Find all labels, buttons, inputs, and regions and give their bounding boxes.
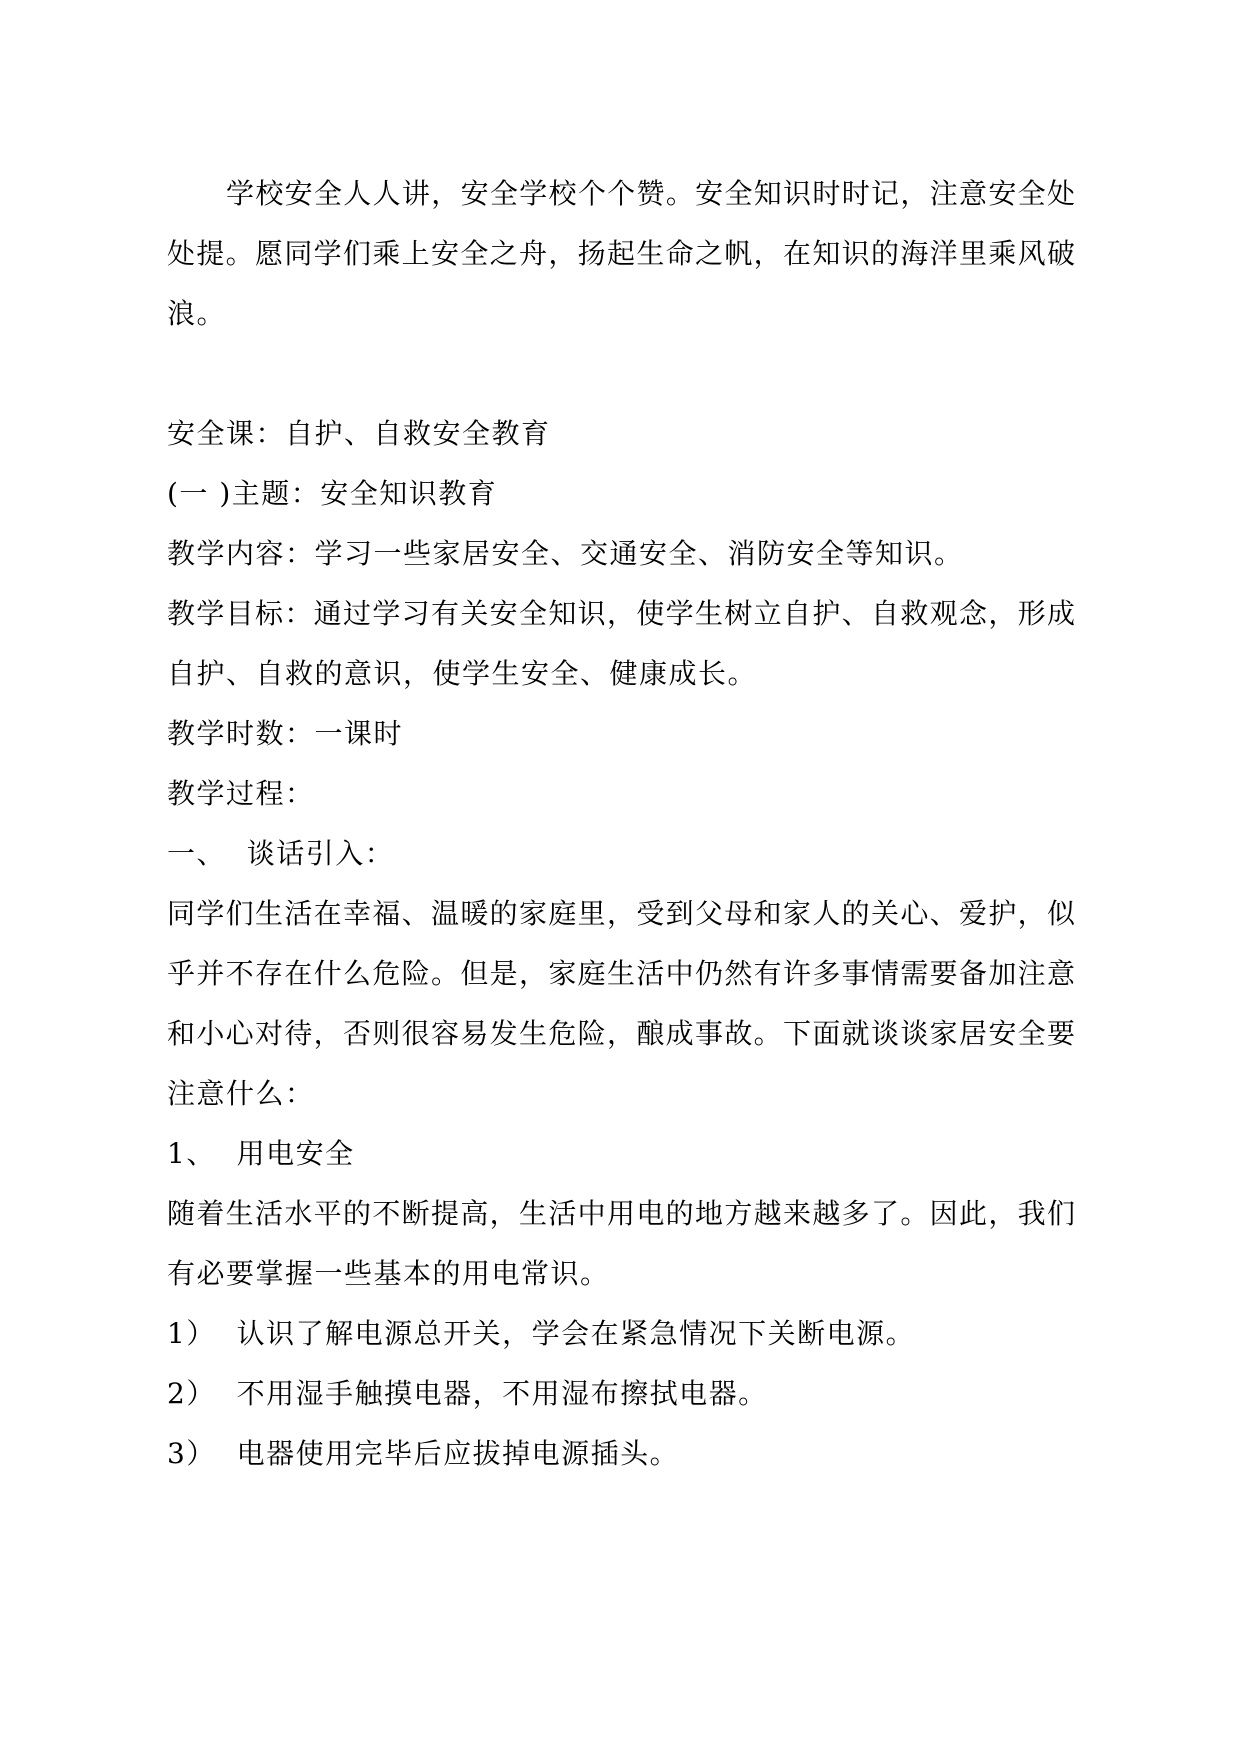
electricity-paragraph-line-1: 随着生活水平的不断提高，生活中用电的地方越来越多了。因此，我们 — [167, 1197, 1075, 1230]
intro-paragraph-line-3: 浪。 — [167, 297, 227, 330]
subsection-electricity-heading: 1、 用电安全 — [167, 1137, 355, 1170]
teaching-hours: 教学时数：一课时 — [167, 717, 404, 750]
list-item-1: 1） 认识了解电源总开关，学会在紧急情况下关断电源。 — [167, 1317, 916, 1350]
body-paragraph-line-3: 和小心对待，否则很容易发生危险，酿成事故。下面就谈谈家居安全要 — [167, 1017, 1075, 1050]
body-paragraph-line-1: 同学们生活在幸福、温暖的家庭里，受到父母和家人的关心、爱护，似 — [167, 897, 1075, 930]
teaching-process-heading: 教学过程： — [167, 777, 315, 810]
topic-heading: (一 )主题：安全知识教育 — [167, 477, 498, 510]
teaching-goal-line-2: 自护、自救的意识，使学生安全、健康成长。 — [167, 657, 758, 690]
body-paragraph-line-2: 乎并不存在什么危险。但是，家庭生活中仍然有许多事情需要备加注意 — [167, 957, 1075, 990]
body-paragraph-line-4: 注意什么： — [167, 1077, 315, 1110]
electricity-paragraph-line-2: 有必要掌握一些基本的用电常识。 — [167, 1257, 610, 1290]
intro-paragraph-line-2: 处提。愿同学们乘上安全之舟，扬起生命之帆，在知识的海洋里乘风破 — [167, 237, 1075, 270]
list-item-3: 3） 电器使用完毕后应拔掉电源插头。 — [167, 1437, 680, 1470]
section-one-heading: 一、 谈话引入： — [167, 837, 395, 870]
teaching-content: 教学内容：学习一些家居安全、交通安全、消防安全等知识。 — [167, 537, 964, 570]
intro-paragraph-line-1: 学校安全人人讲，安全学校个个赞。安全知识时时记，注意安全处 — [226, 177, 1075, 210]
list-item-2: 2） 不用湿手触摸电器，不用湿布擦拭电器。 — [167, 1377, 768, 1410]
lesson-title: 安全课：自护、自救安全教育 — [167, 417, 551, 450]
teaching-goal-line-1: 教学目标：通过学习有关安全知识，使学生树立自护、自救观念，形成 — [167, 597, 1075, 630]
